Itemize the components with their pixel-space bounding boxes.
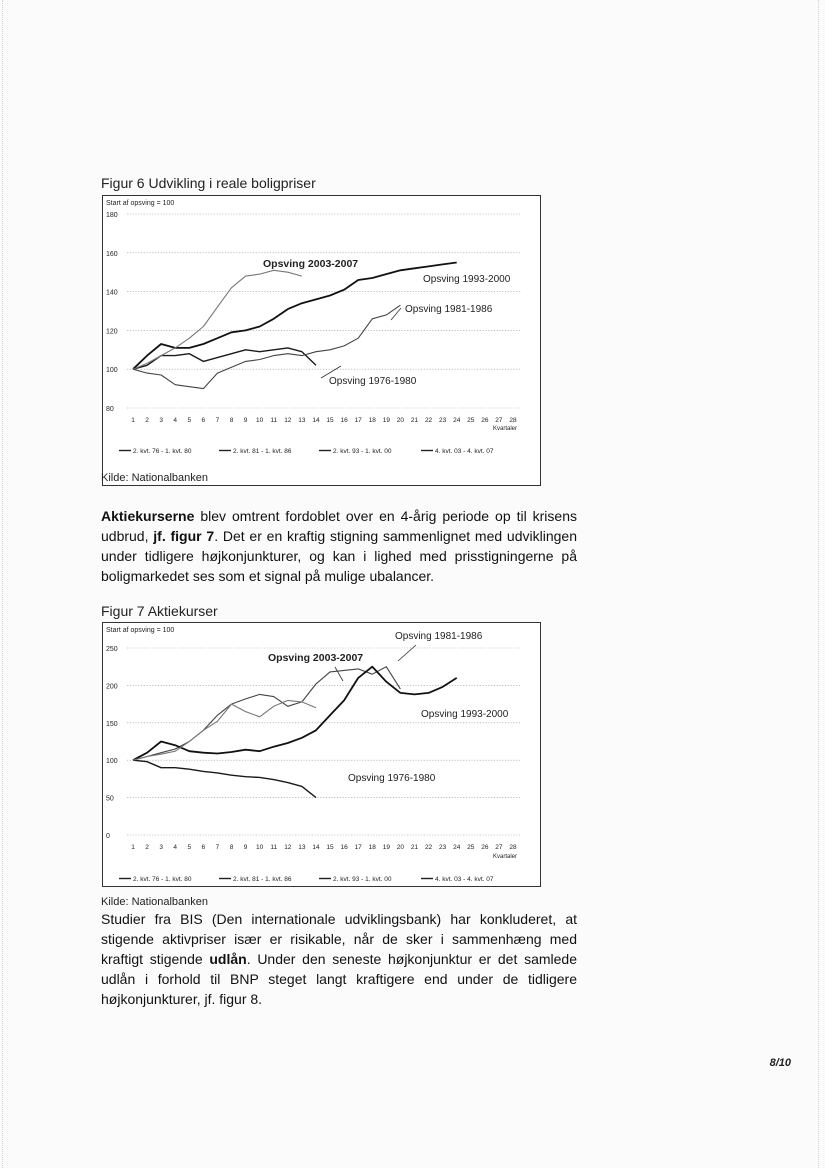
fig6-xtick-14: 14: [312, 417, 320, 424]
fig6-line-series-1: [133, 348, 316, 369]
fig7-legend-label-3: 2. kvt. 93 - 1. kvt. 00: [333, 876, 392, 883]
fig6-series-pointer-2: [391, 308, 401, 320]
fig6-ytick-180: 180: [106, 212, 118, 219]
fig6-xtick-24: 24: [453, 417, 461, 424]
fig6-xtick-9: 9: [243, 417, 248, 424]
fig6-series-label-1: Opsving 1976-1980: [329, 376, 417, 387]
fig6-xtick-17: 17: [354, 417, 362, 424]
fig7-xtick-16: 16: [340, 844, 348, 851]
figure7-plot: [103, 623, 540, 886]
fig7-legend-label-2: 2. kvt. 81 - 1. kvt. 86: [233, 876, 292, 883]
fig6-legend-label-1: 2. kvt. 76 - 1. kvt. 80: [133, 448, 192, 455]
fig6-legend-label-2: 2. kvt. 81 - 1. kvt. 86: [233, 448, 292, 455]
fig7-xtick-26: 26: [481, 844, 489, 851]
fig7-xtick-21: 21: [410, 844, 419, 851]
fig7-xlabel: Kvartaler: [492, 854, 517, 860]
figure6-plot: [103, 196, 540, 485]
fig7-line-series-1: [133, 760, 316, 797]
fig6-ytick-140: 140: [106, 289, 118, 297]
figure6-title: Figur 6 Udvikling i reale boligpriser: [101, 175, 316, 191]
fig7-series-label-1: Opsving 1976-1980: [348, 773, 436, 784]
fig6-xtick-16: 16: [340, 417, 348, 424]
figure6-source: Kilde: Nationalbanken: [101, 472, 209, 484]
fig6-ytick-100: 100: [106, 367, 118, 375]
fig7-xtick-4: 4: [173, 844, 178, 851]
page-edge-left: [2, 0, 3, 1168]
paragraph2-text-a: Studier fra BIS (Den internationale udviklingsbank) har konkluderet, at stigende aktivpriser især er risikable, når de sker i sammenhæng med kraftigt stigende: [101, 911, 577, 967]
fig7-ytick-100: 100: [106, 758, 118, 766]
fig6-ylabel: Start af opsving = 100: [106, 200, 175, 207]
fig7-xtick-17: 17: [354, 844, 362, 851]
fig7-ylabel: Start af opsving = 100: [106, 627, 175, 634]
paragraph1-text-a: blev omtrent fordoblet over en 4-årig periode op til krisens udbrud,: [101, 508, 577, 544]
fig7-xtick-7: 7: [215, 844, 220, 851]
fig7-xtick-19: 19: [382, 844, 390, 851]
figure7-source: Kilde: Nationalbanken: [101, 896, 209, 908]
fig6-xtick-22: 22: [424, 417, 433, 424]
fig6-line-series-4: [133, 270, 302, 369]
fig7-xtick-13: 13: [298, 844, 306, 851]
paragraph-aktiekurser: [101, 506, 577, 586]
fig6-xtick-8: 8: [229, 417, 234, 424]
paragraph-bis-studier: [101, 909, 577, 1009]
fig7-series-pointer-2: [398, 645, 416, 661]
fig7-ytick-50: 50: [106, 795, 114, 803]
fig6-xtick-7: 7: [215, 417, 220, 424]
fig7-series-label-4: Opsving 2003-2007: [268, 652, 364, 664]
fig7-xtick-2: 2: [145, 844, 149, 851]
fig7-ytick-250: 250: [106, 646, 118, 653]
fig6-xtick-21: 21: [410, 417, 419, 424]
fig6-xtick-28: 28: [509, 417, 517, 424]
fig7-xtick-6: 6: [201, 844, 206, 851]
fig6-xtick-19: 19: [382, 417, 390, 424]
fig7-line-series-2: [133, 667, 400, 761]
fig7-xtick-27: 27: [495, 844, 503, 851]
fig6-line-series-3: [133, 263, 457, 370]
fig7-series-pointer-4: [335, 667, 343, 681]
fig6-xtick-10: 10: [256, 417, 264, 424]
fig6-xtick-11: 11: [270, 417, 278, 424]
fig6-xtick-18: 18: [368, 417, 376, 424]
fig6-legend-label-3: 2. kvt. 93 - 1. kvt. 00: [333, 448, 392, 455]
fig6-xtick-6: 6: [201, 417, 206, 424]
fig7-legend-label-4: 4. kvt. 03 - 4. kvt. 07: [435, 876, 494, 883]
fig6-series-label-3: Opsving 1993-2000: [423, 274, 511, 285]
fig7-xtick-24: 24: [453, 844, 461, 851]
fig6-xlabel: Kvartaler: [492, 426, 517, 432]
fig6-ytick-80: 80: [106, 406, 114, 413]
fig6-xtick-15: 15: [326, 417, 334, 424]
fig7-series-label-3: Opsving 1993-2000: [421, 709, 509, 720]
fig7-series-label-2: Opsving 1981-1986: [395, 631, 483, 642]
figure7-chart: [102, 622, 541, 887]
fig6-xtick-1: 1: [131, 417, 135, 424]
fig7-xtick-10: 10: [256, 844, 264, 851]
fig6-ytick-120: 120: [106, 328, 118, 336]
fig6-ytick-160: 160: [106, 250, 118, 258]
page-number: 8/10: [769, 1057, 791, 1069]
fig7-xtick-5: 5: [187, 844, 192, 851]
fig7-xtick-1: 1: [131, 844, 135, 851]
fig7-xtick-23: 23: [439, 844, 447, 851]
fig7-ytick-200: 200: [106, 683, 118, 691]
fig7-xtick-11: 11: [270, 844, 278, 851]
fig7-xtick-9: 9: [243, 844, 248, 851]
bold-aktiekurserne: Aktiekurserne: [101, 508, 195, 524]
fig6-xtick-4: 4: [173, 417, 178, 424]
fig6-series-label-2: Opsving 1981-1986: [405, 304, 493, 315]
fig6-series-label-4: Opsving 2003-2007: [263, 258, 359, 270]
bold-figure-ref: jf. figur 7: [153, 528, 215, 544]
fig6-xtick-27: 27: [495, 417, 503, 424]
fig6-xtick-25: 25: [467, 417, 475, 424]
fig7-xtick-22: 22: [424, 844, 433, 851]
page-edge-right: [818, 0, 819, 1168]
fig7-legend-label-1: 2. kvt. 76 - 1. kvt. 80: [133, 876, 192, 883]
fig7-ytick-0: 0: [106, 833, 110, 840]
fig6-xtick-23: 23: [439, 417, 447, 424]
fig6-xtick-5: 5: [187, 417, 192, 424]
fig7-xtick-25: 25: [467, 844, 475, 851]
fig6-xtick-20: 20: [396, 417, 405, 424]
fig7-xtick-12: 12: [284, 844, 292, 851]
fig6-legend-label-4: 4. kvt. 03 - 4. kvt. 07: [435, 448, 494, 455]
bold-udlaan: udlån: [209, 951, 247, 967]
fig7-xtick-8: 8: [229, 844, 234, 851]
paragraph1-text-b: . Det er en kraftig stigning sammenlignet med udviklingen under tidligere højkonjunkturer, og kan i lighed med prisstigningerne på boligmarkedet ses som et signal på mulige ubalancer.: [101, 528, 577, 584]
paragraph2-text-b: . Under den seneste højkonjunktur er det samlede udlån i forhold til BNP steget langt kraftigere end under de tidligere højkonjunkturer, jf. figur 8.: [101, 951, 577, 1007]
fig7-xtick-15: 15: [326, 844, 334, 851]
figure6-chart: [102, 195, 541, 486]
fig7-xtick-3: 3: [159, 844, 163, 851]
fig7-xtick-14: 14: [312, 844, 320, 851]
fig7-ytick-150: 150: [106, 720, 118, 728]
fig6-xtick-2: 2: [145, 417, 149, 424]
fig6-xtick-12: 12: [284, 417, 292, 424]
fig7-xtick-18: 18: [368, 844, 376, 851]
fig7-xtick-28: 28: [509, 844, 517, 851]
fig6-xtick-13: 13: [298, 417, 306, 424]
figure7-title: Figur 7 Aktiekurser: [101, 603, 218, 619]
fig6-xtick-3: 3: [159, 417, 163, 424]
fig6-xtick-26: 26: [481, 417, 489, 424]
fig7-xtick-20: 20: [396, 844, 405, 851]
